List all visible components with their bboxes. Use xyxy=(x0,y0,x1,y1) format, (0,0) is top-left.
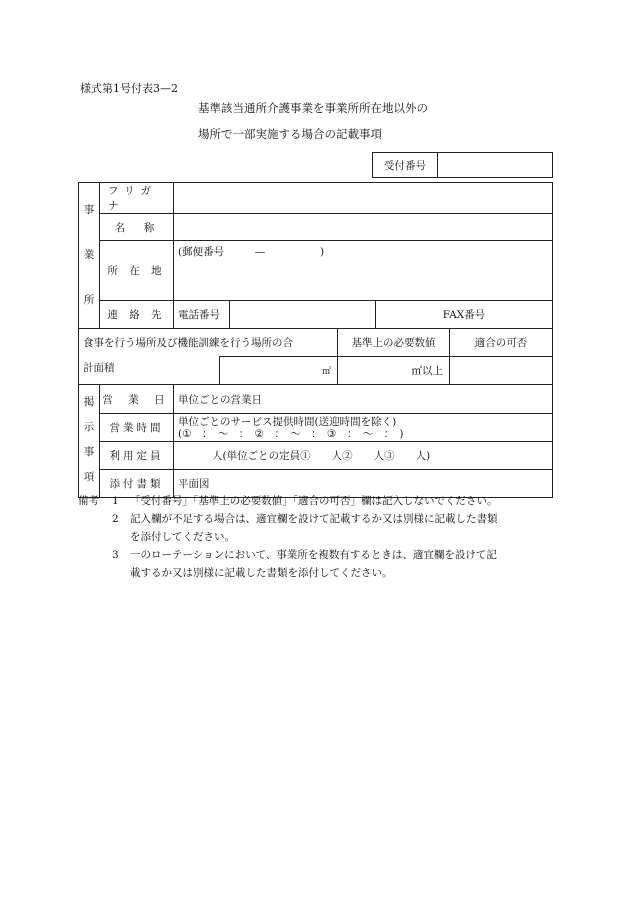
furigana-field[interactable] xyxy=(174,183,553,214)
area-unit: ㎡ xyxy=(321,367,331,377)
area-label-line2: 計面積 xyxy=(79,357,220,385)
posting-side-label: 掲 示 事 項 xyxy=(79,385,100,498)
attachments-field[interactable]: 平面図 xyxy=(174,470,553,498)
note-text-continued: を添付してください。 xyxy=(130,531,235,543)
fax-label: FAX番号 xyxy=(376,301,553,329)
postal-suffix: ) xyxy=(319,246,325,258)
capacity-field[interactable]: 人(単位ごとの定員① 人② 人③ 人) xyxy=(174,442,553,470)
postal-dash: — xyxy=(254,246,266,258)
note-number: 1 xyxy=(112,495,119,507)
name-label: 名 称 xyxy=(100,214,174,241)
required-value-header: 基準上の必要数値 xyxy=(338,329,450,357)
note-text-continued: 載するか又は別様に記載した書類を添付してください。 xyxy=(130,567,393,579)
notes-heading: 備考 xyxy=(78,495,99,507)
phone-label: 電話番号 xyxy=(174,301,230,329)
office-side-label: 事 業 所 xyxy=(79,183,100,329)
required-unit: ㎡以上 xyxy=(411,365,443,377)
contact-label: 連 絡 先 xyxy=(100,301,174,329)
name-field[interactable] xyxy=(174,214,553,241)
business-hours-label: 営業時間 xyxy=(100,414,174,442)
capacity-label: 利用定員 xyxy=(100,442,174,470)
title-line-1: 基準該当通所介護事業を事業所所在地以外の xyxy=(198,101,428,115)
postal-prefix: (郵便番号 xyxy=(178,246,225,258)
address-field[interactable] xyxy=(174,241,553,301)
main-form-table xyxy=(78,182,553,498)
business-days-field[interactable]: 単位ごとの営業日 xyxy=(174,385,553,414)
conformity-field[interactable] xyxy=(450,357,553,385)
receipt-table xyxy=(372,152,553,178)
conformity-header: 適合の可否 xyxy=(450,329,553,357)
area-label-line1: 食事を行う場所及び機能訓練を行う場所の合 xyxy=(79,329,338,357)
title-line-2: 場所で一部実施する場合の記載事項 xyxy=(198,127,382,141)
receipt-value-field[interactable] xyxy=(438,153,553,178)
notes-section xyxy=(78,492,558,582)
note-number: 3 xyxy=(112,549,119,561)
area-value-field[interactable] xyxy=(220,357,338,385)
business-hours-line1: 単位ごとのサービス提供時間(送迎時間を除く) xyxy=(178,415,397,428)
receipt-label: 受付番号 xyxy=(373,153,438,178)
business-hours-line2: (① ： ～ ： ② ： ～ ： ③ ： ～ ： ) xyxy=(178,427,404,440)
required-value-field[interactable] xyxy=(338,357,450,385)
phone-field[interactable] xyxy=(230,301,376,329)
note-text: 一のローテーションにおいて、事業所を複数有するときは、適宜欄を設けて記 xyxy=(130,549,497,561)
address-label: 所 在 地 xyxy=(100,241,174,301)
note-text: 「受付番号」「基準上の必要数値」「適合の可否」欄は記入しないでください。 xyxy=(130,495,498,507)
furigana-label: フリガナ xyxy=(100,183,174,214)
attachments-label: 添付書類 xyxy=(100,470,174,498)
business-days-label: 営 業 日 xyxy=(100,385,174,414)
note-text: 記入欄が不足する場合は、適宜欄を設けて記載するか又は別様に記載した書類 xyxy=(130,513,498,525)
business-hours-field[interactable] xyxy=(174,414,553,442)
form-number: 様式第1号付表3—2 xyxy=(80,82,178,95)
note-number: 2 xyxy=(112,513,119,525)
